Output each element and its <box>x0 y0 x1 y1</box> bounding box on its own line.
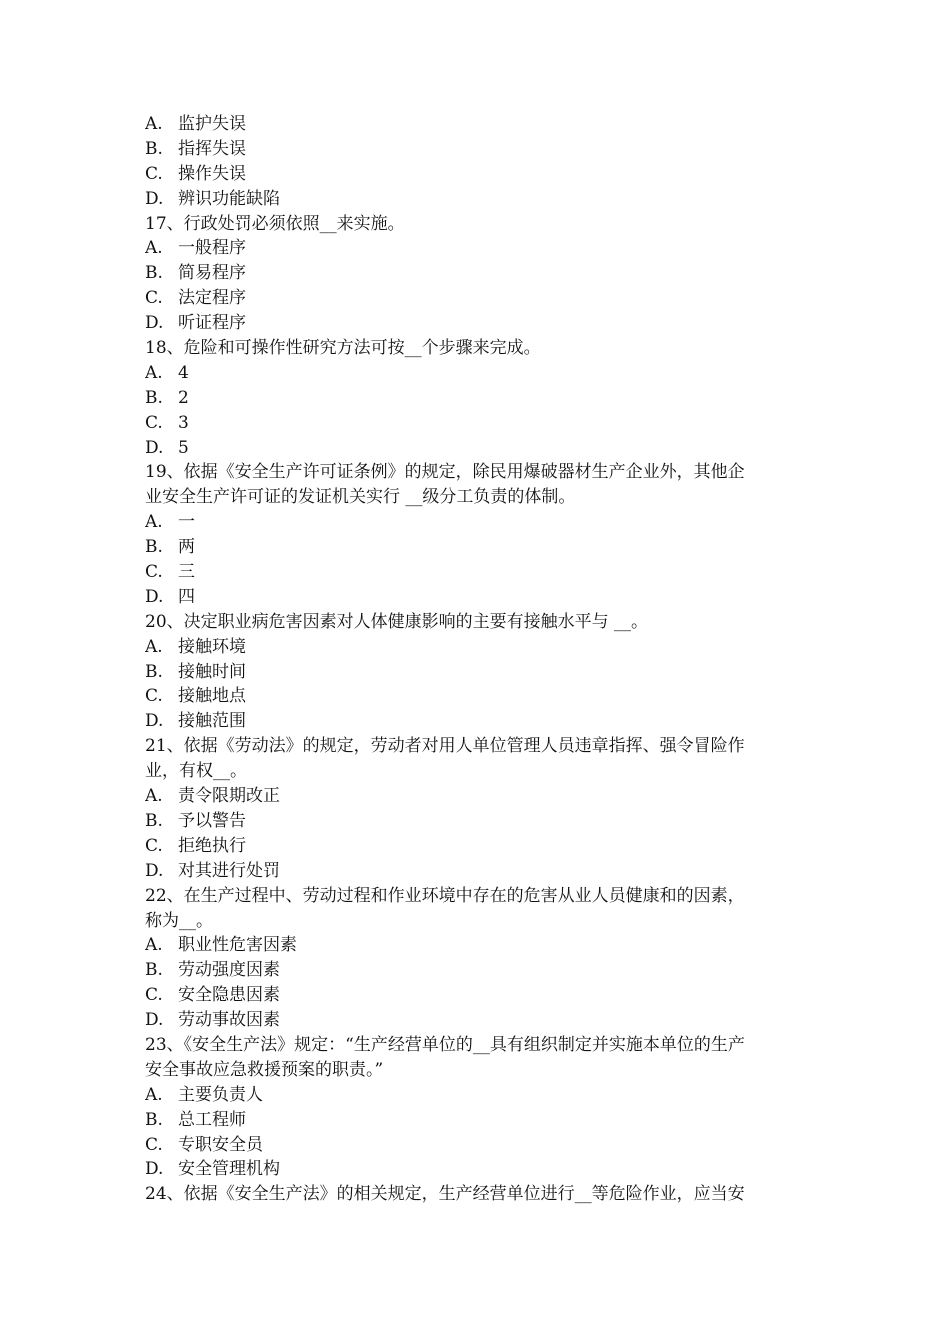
answer-option <box>145 660 809 685</box>
answer-option <box>145 784 809 809</box>
question-text-line <box>145 460 809 485</box>
question-text: 业，有权__。 <box>145 761 247 782</box>
option-letter: B. <box>145 537 163 558</box>
option-text: 5 <box>178 437 189 458</box>
answer-option <box>145 510 809 535</box>
option-letter: A. <box>145 636 163 657</box>
option-letter: C. <box>145 1134 163 1155</box>
option-text: 专职安全员 <box>178 1134 263 1155</box>
question-text: 18、危险和可操作性研究方法可按__个步骤来完成。 <box>145 338 541 359</box>
option-text: 指挥失误 <box>178 138 246 159</box>
question-text: 17、行政处罚必须依照__来实施。 <box>145 213 405 234</box>
question-text-line <box>145 610 809 635</box>
option-text: 接触时间 <box>178 661 246 682</box>
question-text: 24、依据《安全生产法》的相关规定，生产经营单位进行__等危险作业，应当安 <box>145 1184 745 1205</box>
answer-option <box>145 236 809 261</box>
option-letter: B. <box>145 661 163 682</box>
answer-option <box>145 560 809 585</box>
question-text-line <box>145 1182 809 1207</box>
option-letter: A. <box>145 238 163 259</box>
option-letter: C. <box>145 686 163 707</box>
option-letter: C. <box>145 412 163 433</box>
option-letter: D. <box>145 313 164 334</box>
question-text: 20、决定职业病危害因素对人体健康影响的主要有接触水平与 __。 <box>145 611 649 632</box>
answer-option <box>145 585 809 610</box>
question-text-line <box>145 212 809 237</box>
answer-option <box>145 684 809 709</box>
option-text: 辨识功能缺陷 <box>178 188 280 209</box>
option-letter: B. <box>145 387 163 408</box>
answer-option <box>145 411 809 436</box>
answer-option <box>145 709 809 734</box>
option-text: 安全管理机构 <box>178 1159 280 1180</box>
question-text: 19、依据《安全生产许可证条例》的规定，除民用爆破器材生产企业外，其他企 <box>145 462 745 483</box>
option-letter: A. <box>145 1084 163 1105</box>
question-text-line <box>145 884 809 909</box>
question-text: 业安全生产许可证的发证机关实行 __级分工负责的体制。 <box>145 487 576 508</box>
option-letter: A. <box>145 114 163 134</box>
option-letter: D. <box>145 1010 164 1031</box>
option-text: 2 <box>178 387 189 408</box>
option-text: 简易程序 <box>178 263 246 284</box>
answer-option <box>145 137 809 162</box>
question-text: 称为__。 <box>145 910 213 931</box>
answer-option <box>145 1157 809 1182</box>
option-text: 四 <box>178 586 195 607</box>
option-letter: D. <box>145 1159 164 1180</box>
answer-option <box>145 535 809 560</box>
answer-option <box>145 635 809 660</box>
option-text: 予以警告 <box>178 810 246 831</box>
option-text: 3 <box>178 412 189 433</box>
option-text: 接触环境 <box>178 636 246 657</box>
question-text-line <box>145 1058 809 1083</box>
option-letter: B. <box>145 810 163 831</box>
option-text: 接触范围 <box>178 711 246 732</box>
answer-option <box>145 162 809 187</box>
answer-option <box>145 983 809 1008</box>
answer-option <box>145 958 809 983</box>
answer-option <box>145 834 809 859</box>
option-letter: D. <box>145 586 164 607</box>
question-text-line <box>145 485 809 510</box>
option-letter: C. <box>145 562 163 583</box>
option-text: 安全隐患因素 <box>178 985 280 1006</box>
question-text-line <box>145 759 809 784</box>
option-text: 主要负责人 <box>178 1084 263 1105</box>
option-text: 职业性危害因素 <box>178 935 297 956</box>
option-text: 操作失误 <box>178 163 246 184</box>
answer-option <box>145 1108 809 1133</box>
option-letter: D. <box>145 188 164 209</box>
option-letter: C. <box>145 288 163 309</box>
option-letter: A. <box>145 512 163 533</box>
option-text: 劳动强度因素 <box>178 960 280 981</box>
option-text: 一般程序 <box>178 238 246 259</box>
option-letter: C. <box>145 163 163 184</box>
question-text: 21、依据《劳动法》的规定，劳动者对用人单位管理人员违章指挥、强令冒险作 <box>145 736 745 757</box>
answer-option <box>145 809 809 834</box>
answer-option <box>145 361 809 386</box>
option-letter: D. <box>145 860 164 881</box>
option-letter: C. <box>145 985 163 1006</box>
answer-option <box>145 1008 809 1033</box>
option-letter: B. <box>145 1109 163 1130</box>
option-text: 劳动事故因素 <box>178 1010 280 1031</box>
answer-option <box>145 859 809 884</box>
option-letter: B. <box>145 263 163 284</box>
question-text: 22、在生产过程中、劳动过程和作业环境中存在的危害从业人员健康和的因素， <box>145 885 745 906</box>
option-text: 两 <box>178 537 195 558</box>
option-letter: C. <box>145 835 163 856</box>
answer-option <box>145 1133 809 1158</box>
answer-option <box>145 112 809 137</box>
option-letter: A. <box>145 362 163 383</box>
option-letter: B. <box>145 138 163 159</box>
answer-option <box>145 187 809 212</box>
question-text-line <box>145 734 809 759</box>
answer-option <box>145 933 809 958</box>
option-letter: A. <box>145 935 163 956</box>
option-letter: A. <box>145 786 163 807</box>
option-text: 监护失误 <box>178 114 246 134</box>
document-content <box>145 112 809 1207</box>
option-text: 责令限期改正 <box>178 786 280 807</box>
answer-option <box>145 436 809 461</box>
option-text: 总工程师 <box>178 1109 246 1130</box>
question-text-line <box>145 1033 809 1058</box>
option-text: 接触地点 <box>178 686 246 707</box>
option-text: 一 <box>178 512 195 533</box>
option-letter: D. <box>145 437 164 458</box>
answer-option <box>145 286 809 311</box>
answer-option <box>145 311 809 336</box>
answer-option <box>145 261 809 286</box>
option-text: 听证程序 <box>178 313 246 334</box>
option-text: 对其进行处罚 <box>178 860 280 881</box>
question-text: 安全事故应急救援预案的职责。” <box>145 1059 384 1080</box>
option-text: 法定程序 <box>178 288 246 309</box>
question-text: 23、《安全生产法》规定：“生产经营单位的__具有组织制定并实施本单位的生产 <box>145 1034 745 1055</box>
question-text-line <box>145 336 809 361</box>
option-letter: B. <box>145 960 163 981</box>
option-letter: D. <box>145 711 164 732</box>
option-text: 4 <box>178 362 189 383</box>
option-text: 拒绝执行 <box>178 835 246 856</box>
answer-option <box>145 386 809 411</box>
option-text: 三 <box>178 562 195 583</box>
answer-option <box>145 1083 809 1108</box>
question-text-line <box>145 909 809 934</box>
